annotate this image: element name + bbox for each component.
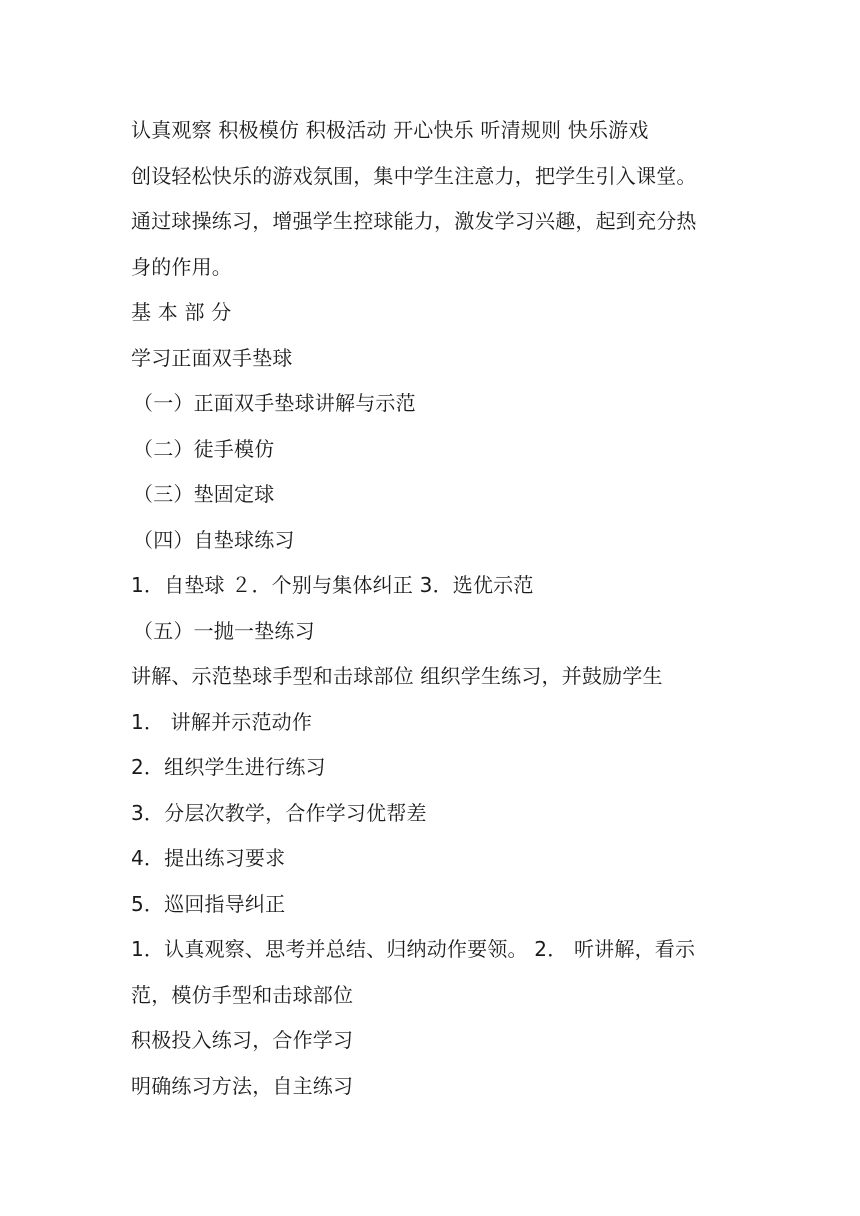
numbered-item: 2．组织学生进行练习 (131, 755, 326, 779)
list-item: （一）正面双手垫球讲解与示范 (133, 391, 416, 415)
list-item: （四）自垫球练习 (133, 527, 295, 552)
text-line: 1．认真观察、思考并总结、归纳动作要领。 2． 听讲解，看示 (131, 937, 696, 961)
list-item: （二）徒手模仿 (133, 436, 275, 461)
section-subtitle: 学习正面双手垫球 (131, 345, 293, 370)
text-line: 1．自垫球 ２．个别与集体纠正 3．选优示范 (131, 573, 534, 597)
text-line: 认真观察 积极模仿 积极活动 开心快乐 听清规则 快乐游戏 (131, 118, 649, 142)
text-line: 讲解、示范垫球手型和击球部位 组织学生练习，并鼓励学生 (131, 664, 663, 688)
numbered-item: 1． 讲解并示范动作 (131, 709, 313, 734)
text-line: 范，模仿手型和击球部位 (131, 982, 354, 1007)
text-line: 积极投入练习，合作学习 (131, 1028, 354, 1052)
numbered-item: 3．分层次教学，合作学习优帮差 (131, 800, 427, 825)
text-line: 身的作用。 (131, 254, 232, 279)
list-item: （五）一抛一垫练习 (133, 618, 315, 643)
numbered-item: 5．巡回指导纠正 (131, 891, 286, 916)
text-line: 明确练习方法，自主练习 (131, 1073, 354, 1098)
list-item: （三）垫固定球 (133, 482, 275, 506)
text-line: 通过球操练习，增强学生控球能力，激发学习兴趣，起到充分热 (131, 209, 697, 233)
section-heading: 基 本 部 分 (131, 300, 232, 324)
text-line: 创设轻松快乐的游戏氛围，集中学生注意力，把学生引入课堂。 (131, 163, 697, 188)
document-body (131, 110, 741, 1111)
numbered-item: 4．提出练习要求 (131, 846, 286, 870)
